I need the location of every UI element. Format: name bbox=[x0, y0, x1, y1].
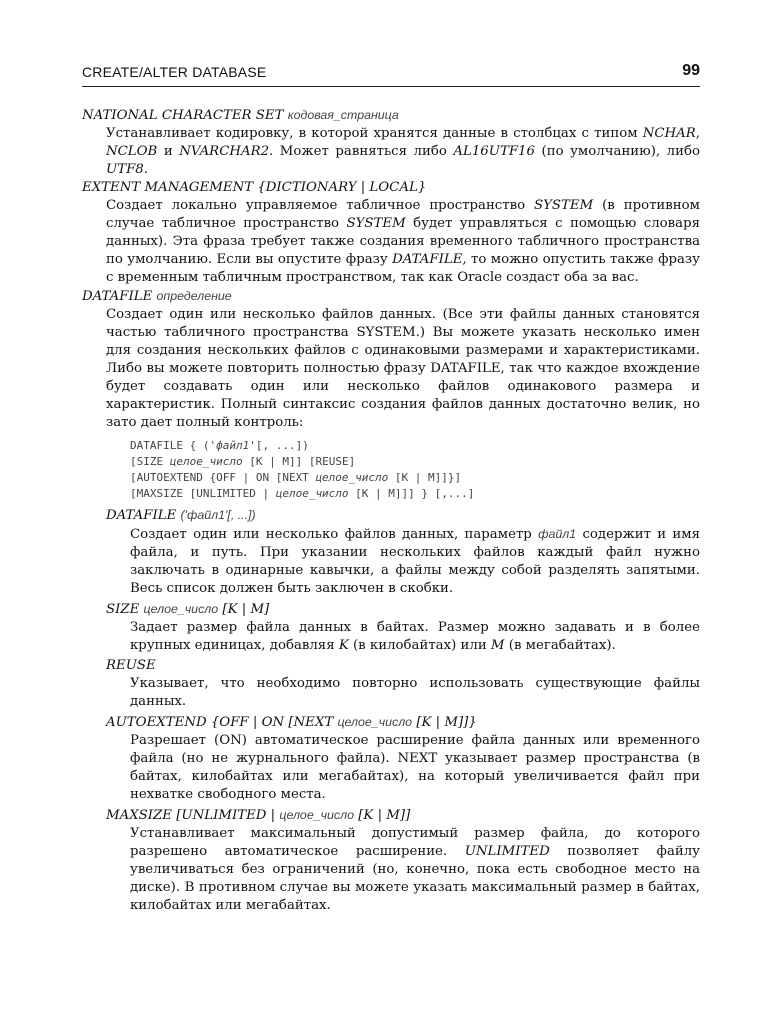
term-maxsize bbox=[106, 806, 700, 825]
code-text: [SIZE bbox=[130, 455, 170, 468]
desc-size bbox=[130, 619, 700, 655]
body-text bbox=[82, 106, 700, 915]
desc-text: будет управляться с помощью словаря данных). Эта фраза требует также создания временного табличного пространства по умолчанию. Если вы опустите фразу bbox=[106, 216, 700, 267]
desc-keyword: NCHAR bbox=[642, 126, 696, 141]
desc-text: , то можно опустить также фразу с временным табличным пространством, так как Oracle создаст оба за вас. bbox=[106, 252, 700, 285]
syntax-code-block bbox=[130, 438, 700, 502]
code-param: файл1 bbox=[216, 439, 250, 452]
term-size bbox=[106, 600, 700, 619]
term-reuse: REUSE bbox=[106, 658, 156, 673]
code-text: [AUTOEXTEND {OFF | ON [NEXT bbox=[130, 471, 316, 484]
desc-national-character-set bbox=[106, 125, 700, 179]
desc-maxsize bbox=[130, 825, 700, 915]
desc-text: (по умолчанию), либо bbox=[534, 144, 701, 159]
desc-param: файл1 bbox=[538, 527, 577, 541]
term-arg: ('файл1'[, ...]) bbox=[180, 508, 256, 522]
header-title: CREATE/ALTER DATABASE bbox=[82, 64, 267, 80]
running-header bbox=[82, 62, 700, 87]
desc-text: Устанавливает максимальный допустимый размер файла, до которого разрешено автоматическое расширение. bbox=[130, 826, 700, 859]
term-name: MAXSIZE [UNLIMITED | bbox=[106, 808, 276, 823]
desc-keyword: M bbox=[490, 638, 505, 653]
term-name: DATAFILE bbox=[106, 508, 177, 523]
code-param: целое_число bbox=[275, 487, 349, 500]
term-autoextend bbox=[106, 713, 700, 732]
code-text: [K | M]] [REUSE] bbox=[242, 455, 356, 468]
desc-text: и bbox=[157, 144, 180, 159]
desc-datafile-files bbox=[130, 525, 700, 598]
code-param: целое_число bbox=[315, 471, 389, 484]
term-arg: кодовая_страница bbox=[287, 108, 399, 122]
code-text: [MAXSIZE [UNLIMITED | bbox=[130, 487, 276, 500]
desc-text: (в мегабайтах). bbox=[504, 638, 616, 653]
desc-keyword: UNLIMITED bbox=[464, 844, 550, 859]
desc-datafile: Создает один или несколько файлов данных. (Все эти файлы данных становятся частью табличного пространства SYSTEM.) Вы можете указать несколько имен для создания нескольких файлов с одинаковыми размерами и характеристиками. Либо вы можете повторить полностью фразу DATAFILE, так что каждое вхождение будет создавать один или несколько файлов одинакового размера и характеристик. Полный синтаксис создания файлов данных достаточно велик, но зато дает полный контроль: bbox=[106, 307, 700, 430]
desc-text: содержит и имя файла, и путь. При указании нескольких файлов каждый файл нужно заключать в одинарные кавычки, а файлы между собой разделять запятыми. Весь список должен быть заключен в скобки. bbox=[130, 527, 700, 596]
desc-keyword: UTF8 bbox=[106, 162, 144, 177]
desc-extent-management bbox=[106, 197, 700, 287]
page-number: 99 bbox=[682, 62, 700, 79]
desc-text: (в килобайтах) или bbox=[348, 638, 491, 653]
desc-keyword: NVARCHAR2 bbox=[179, 144, 270, 159]
desc-keyword: DATAFILE bbox=[392, 252, 463, 267]
code-text: [K | M]]}] bbox=[388, 471, 462, 484]
term-name-suffix: [K | M]] bbox=[358, 808, 411, 823]
desc-text: Устанавливает кодировку, в которой хранятся данные в столбцах с типом bbox=[106, 126, 643, 141]
code-text: DATAFILE { (' bbox=[130, 439, 217, 452]
datafile-subclauses bbox=[106, 506, 700, 915]
code-text: [K | M]]] } [,...] bbox=[348, 487, 475, 500]
desc-keyword: NCLOB bbox=[106, 144, 158, 159]
desc-text: Создает один или несколько файлов данных, параметр bbox=[130, 527, 539, 542]
desc-keyword: SYSTEM bbox=[534, 198, 594, 213]
term-name-suffix: [K | M] bbox=[222, 602, 270, 617]
desc-text: , bbox=[695, 126, 700, 141]
term-name: SIZE bbox=[106, 602, 140, 617]
term-name: DATAFILE bbox=[82, 289, 153, 304]
code-text: '[, ...]) bbox=[249, 439, 309, 452]
term-name: NATIONAL CHARACTER SET bbox=[82, 108, 284, 123]
code-param: целое_число bbox=[169, 455, 243, 468]
desc-keyword: AL16UTF16 bbox=[453, 144, 535, 159]
desc-text: . bbox=[143, 162, 148, 177]
term-arg: определение bbox=[156, 289, 232, 303]
desc-text: (в противном случае табличное пространство bbox=[106, 198, 700, 231]
desc-keyword: K bbox=[338, 638, 349, 653]
term-arg: целое_число bbox=[143, 602, 219, 616]
term-name: AUTOEXTEND {OFF | ON [NEXT bbox=[106, 715, 334, 730]
term-national-character-set bbox=[82, 106, 700, 125]
term-extent-management: EXTENT MANAGEMENT {DICTIONARY | LOCAL} bbox=[82, 180, 427, 195]
desc-text: позволяет файлу увеличиваться без ограничений (но, конечно, пока есть свободное место на диске). В противном случае вы можете указать максимальный размер в байтах, килобайтах или мегабайтах. bbox=[130, 844, 700, 913]
term-name-suffix: [K | M]]} bbox=[416, 715, 477, 730]
term-datafile-files bbox=[106, 506, 700, 525]
desc-text: . Может равняться либо bbox=[269, 144, 454, 159]
desc-autoextend: Разрешает (ON) автоматическое расширение файла данных или временного файла (но не журнального файла). NEXT указывает размер пространства (в байтах, килобайтах или мегабайтах), на который увеличивается файл при нехватке свободного места. bbox=[130, 733, 700, 802]
term-arg: целое_число bbox=[279, 808, 354, 822]
desc-text: Задает размер файла данных в байтах. Размер можно задавать и в более крупных единицах, добавляя bbox=[130, 620, 700, 653]
term-arg: целое_число bbox=[337, 715, 413, 729]
desc-keyword: SYSTEM bbox=[346, 216, 406, 231]
desc-reuse: Указывает, что необходимо повторно использовать существующие файлы данных. bbox=[130, 676, 700, 709]
desc-text: Создает локально управляемое табличное пространство bbox=[106, 198, 535, 213]
term-datafile bbox=[82, 287, 700, 306]
